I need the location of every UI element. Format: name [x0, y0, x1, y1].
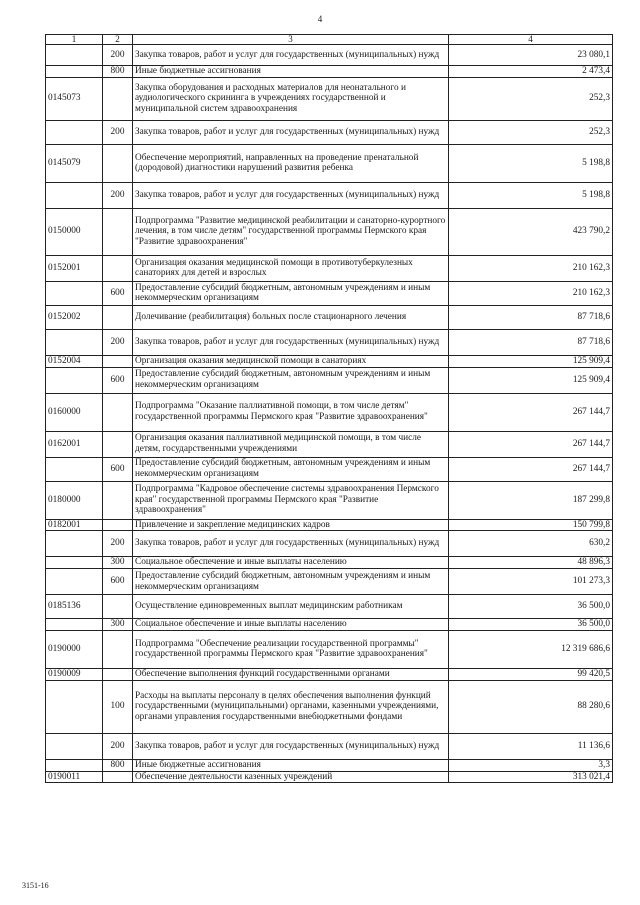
row-kvr-cell [103, 144, 133, 182]
row-code-cell [46, 45, 103, 66]
row-amount-cell: 2 473,4 [449, 66, 613, 78]
row-name-cell: Предоставление субсидий бюджетным, автономным учреждениям и иным некоммерческим организациям [133, 569, 449, 595]
row-kvr-cell: 200 [103, 45, 133, 66]
table-row [46, 431, 613, 457]
row-code-cell [46, 66, 103, 78]
row-code-cell [46, 367, 103, 393]
row-amount-cell: 630,2 [449, 531, 613, 557]
row-amount-cell: 252,3 [449, 77, 613, 120]
table-row [46, 393, 613, 431]
row-amount-cell: 23 080,1 [449, 45, 613, 66]
row-code-cell: 0145079 [46, 144, 103, 182]
table-row [46, 144, 613, 182]
row-code-cell: 0162001 [46, 431, 103, 457]
row-kvr-cell [103, 595, 133, 619]
row-amount-cell: 88 280,6 [449, 680, 613, 733]
row-amount-cell: 267 144,7 [449, 457, 613, 481]
row-amount-cell: 3,3 [449, 759, 613, 771]
row-name-cell: Социальное обеспечение и иные выплаты населению [133, 619, 449, 631]
row-name-cell: Подпрограмма "Развитие медицинской реабилитации и санаторно-курортного лечения, в том числе детям" государственной программы Пермского края "Развитие здравоохранения" [133, 208, 449, 255]
footer-code: 3151-16 [22, 881, 49, 890]
row-code-cell: 0150000 [46, 208, 103, 255]
row-kvr-cell [103, 255, 133, 281]
row-kvr-cell: 600 [103, 457, 133, 481]
table-body [46, 45, 613, 783]
row-code-cell [46, 182, 103, 208]
table-row [46, 569, 613, 595]
budget-table [45, 34, 613, 783]
table-row [46, 281, 613, 305]
row-amount-cell: 267 144,7 [449, 431, 613, 457]
page-number: 4 [317, 14, 323, 24]
row-code-cell: 0145073 [46, 77, 103, 120]
row-code-cell: 0190011 [46, 771, 103, 783]
row-kvr-cell [103, 630, 133, 668]
row-code-cell: 0190000 [46, 630, 103, 668]
row-amount-cell: 99 420,5 [449, 668, 613, 680]
row-amount-cell: 125 909,4 [449, 355, 613, 367]
row-code-cell: 0190009 [46, 668, 103, 680]
row-name-cell: Подпрограмма "Обеспечение реализации государственной программы" государственной программы Пермского края "Развитие здравоохранения" [133, 630, 449, 668]
table-row [46, 680, 613, 733]
row-code-cell [46, 531, 103, 557]
row-kvr-cell: 200 [103, 733, 133, 759]
col-header-kvr: 2 [103, 35, 133, 45]
table-row [46, 733, 613, 759]
row-kvr-cell: 600 [103, 281, 133, 305]
table-row [46, 519, 613, 531]
row-amount-cell: 423 790,2 [449, 208, 613, 255]
row-name-cell: Обеспечение выполнения функций государственными органами [133, 668, 449, 680]
row-code-cell: 0152001 [46, 255, 103, 281]
row-amount-cell: 267 144,7 [449, 393, 613, 431]
row-amount-cell: 187 299,8 [449, 481, 613, 519]
table-row [46, 255, 613, 281]
table-row [46, 120, 613, 144]
row-kvr-cell: 600 [103, 367, 133, 393]
table-row [46, 355, 613, 367]
row-amount-cell: 11 136,6 [449, 733, 613, 759]
row-name-cell: Организация оказания паллиативной медицинской помощи, в том числе детям, государственными учреждениями [133, 431, 449, 457]
row-code-cell [46, 733, 103, 759]
row-name-cell: Закупка товаров, работ и услуг для государственных (муниципальных) нужд [133, 531, 449, 557]
row-kvr-cell [103, 355, 133, 367]
row-amount-cell: 101 273,3 [449, 569, 613, 595]
table-row [46, 619, 613, 631]
row-kvr-cell: 200 [103, 531, 133, 557]
table-row [46, 531, 613, 557]
row-code-cell: 0152004 [46, 355, 103, 367]
row-amount-cell: 150 799,8 [449, 519, 613, 531]
row-kvr-cell [103, 393, 133, 431]
row-code-cell [46, 329, 103, 355]
row-name-cell: Привлечение и закрепление медицинских кадров [133, 519, 449, 531]
row-name-cell: Организация оказания медицинской помощи в санаториях [133, 355, 449, 367]
row-code-cell [46, 557, 103, 569]
row-name-cell: Закупка товаров, работ и услуг для государственных (муниципальных) нужд [133, 182, 449, 208]
row-amount-cell: 210 162,3 [449, 255, 613, 281]
table-row [46, 759, 613, 771]
table-row [46, 457, 613, 481]
table-row [46, 66, 613, 78]
row-amount-cell: 210 162,3 [449, 281, 613, 305]
row-kvr-cell [103, 668, 133, 680]
row-amount-cell: 125 909,4 [449, 367, 613, 393]
row-code-cell [46, 680, 103, 733]
col-header-code: 1 [46, 35, 103, 45]
row-amount-cell: 313 021,4 [449, 771, 613, 783]
row-kvr-cell: 300 [103, 619, 133, 631]
table-row [46, 367, 613, 393]
row-kvr-cell: 300 [103, 557, 133, 569]
col-header-amount: 4 [449, 35, 613, 45]
row-name-cell: Обеспечение деятельности казенных учреждений [133, 771, 449, 783]
table-header-row [46, 35, 613, 45]
row-name-cell: Закупка товаров, работ и услуг для государственных (муниципальных) нужд [133, 45, 449, 66]
row-name-cell: Закупка товаров, работ и услуг для государственных (муниципальных) нужд [133, 120, 449, 144]
row-code-cell: 0180000 [46, 481, 103, 519]
row-code-cell: 0185136 [46, 595, 103, 619]
row-code-cell [46, 120, 103, 144]
row-kvr-cell [103, 519, 133, 531]
table-row [46, 45, 613, 66]
row-kvr-cell [103, 77, 133, 120]
row-kvr-cell [103, 305, 133, 329]
row-amount-cell: 5 198,8 [449, 144, 613, 182]
row-amount-cell: 36 500,0 [449, 595, 613, 619]
row-amount-cell: 252,3 [449, 120, 613, 144]
row-name-cell: Иные бюджетные ассигнования [133, 759, 449, 771]
row-code-cell [46, 569, 103, 595]
col-header-name: 3 [133, 35, 449, 45]
row-kvr-cell: 100 [103, 680, 133, 733]
row-name-cell: Обеспечение мероприятий, направленных на проведение пренатальной (дородовой) диагностики нарушений развития ребенка [133, 144, 449, 182]
row-amount-cell: 87 718,6 [449, 329, 613, 355]
row-code-cell: 0160000 [46, 393, 103, 431]
row-kvr-cell: 200 [103, 182, 133, 208]
row-kvr-cell: 800 [103, 66, 133, 78]
table-row [46, 77, 613, 120]
row-name-cell: Организация оказания медицинской помощи в противотуберкулезных санаториях для детей и взрослых [133, 255, 449, 281]
row-code-cell: 0152002 [46, 305, 103, 329]
row-amount-cell: 87 718,6 [449, 305, 613, 329]
table-row [46, 630, 613, 668]
row-name-cell: Социальное обеспечение и иные выплаты населению [133, 557, 449, 569]
row-kvr-cell: 800 [103, 759, 133, 771]
row-name-cell: Расходы на выплаты персоналу в целях обеспечения выполнения функций государственными (муниципальными) органами, казенными учреждениями, органами управления государственными внебюджетными фондами [133, 680, 449, 733]
row-kvr-cell [103, 431, 133, 457]
table-row [46, 208, 613, 255]
row-name-cell: Осуществление единовременных выплат медицинским работникам [133, 595, 449, 619]
table-row [46, 481, 613, 519]
table-row [46, 771, 613, 783]
table-row [46, 557, 613, 569]
row-code-cell [46, 759, 103, 771]
row-name-cell: Долечивание (реабилитация) больных после стационарного лечения [133, 305, 449, 329]
row-kvr-cell [103, 481, 133, 519]
row-amount-cell: 12 319 686,6 [449, 630, 613, 668]
row-name-cell: Подпрограмма "Кадровое обеспечение системы здравоохранения Пермского края" государственной программы Пермского края "Развитие здравоохранения" [133, 481, 449, 519]
row-name-cell: Подпрограмма "Оказание паллиативной помощи, в том числе детям" государственной программы Пермского края "Развитие здравоохранения" [133, 393, 449, 431]
row-name-cell: Предоставление субсидий бюджетным, автономным учреждениям и иным некоммерческим организациям [133, 367, 449, 393]
row-code-cell: 0182001 [46, 519, 103, 531]
row-name-cell: Закупка товаров, работ и услуг для государственных (муниципальных) нужд [133, 733, 449, 759]
row-name-cell: Закупка товаров, работ и услуг для государственных (муниципальных) нужд [133, 329, 449, 355]
row-name-cell: Предоставление субсидий бюджетным, автономным учреждениям и иным некоммерческим организациям [133, 281, 449, 305]
table-row [46, 668, 613, 680]
row-amount-cell: 48 896,3 [449, 557, 613, 569]
row-code-cell [46, 281, 103, 305]
row-kvr-cell: 200 [103, 329, 133, 355]
row-kvr-cell: 200 [103, 120, 133, 144]
row-code-cell [46, 619, 103, 631]
row-kvr-cell [103, 208, 133, 255]
row-name-cell: Иные бюджетные ассигнования [133, 66, 449, 78]
table-row [46, 182, 613, 208]
table-row [46, 595, 613, 619]
row-name-cell: Предоставление субсидий бюджетным, автономным учреждениям и иным некоммерческим организациям [133, 457, 449, 481]
row-amount-cell: 36 500,0 [449, 619, 613, 631]
row-name-cell: Закупка оборудования и расходных материалов для неонатального и аудиологического скрининга в учреждениях государственной и муниципальной систем здравоохранения [133, 77, 449, 120]
row-kvr-cell [103, 771, 133, 783]
table-row [46, 329, 613, 355]
row-kvr-cell: 600 [103, 569, 133, 595]
row-amount-cell: 5 198,8 [449, 182, 613, 208]
row-code-cell [46, 457, 103, 481]
table-row [46, 305, 613, 329]
